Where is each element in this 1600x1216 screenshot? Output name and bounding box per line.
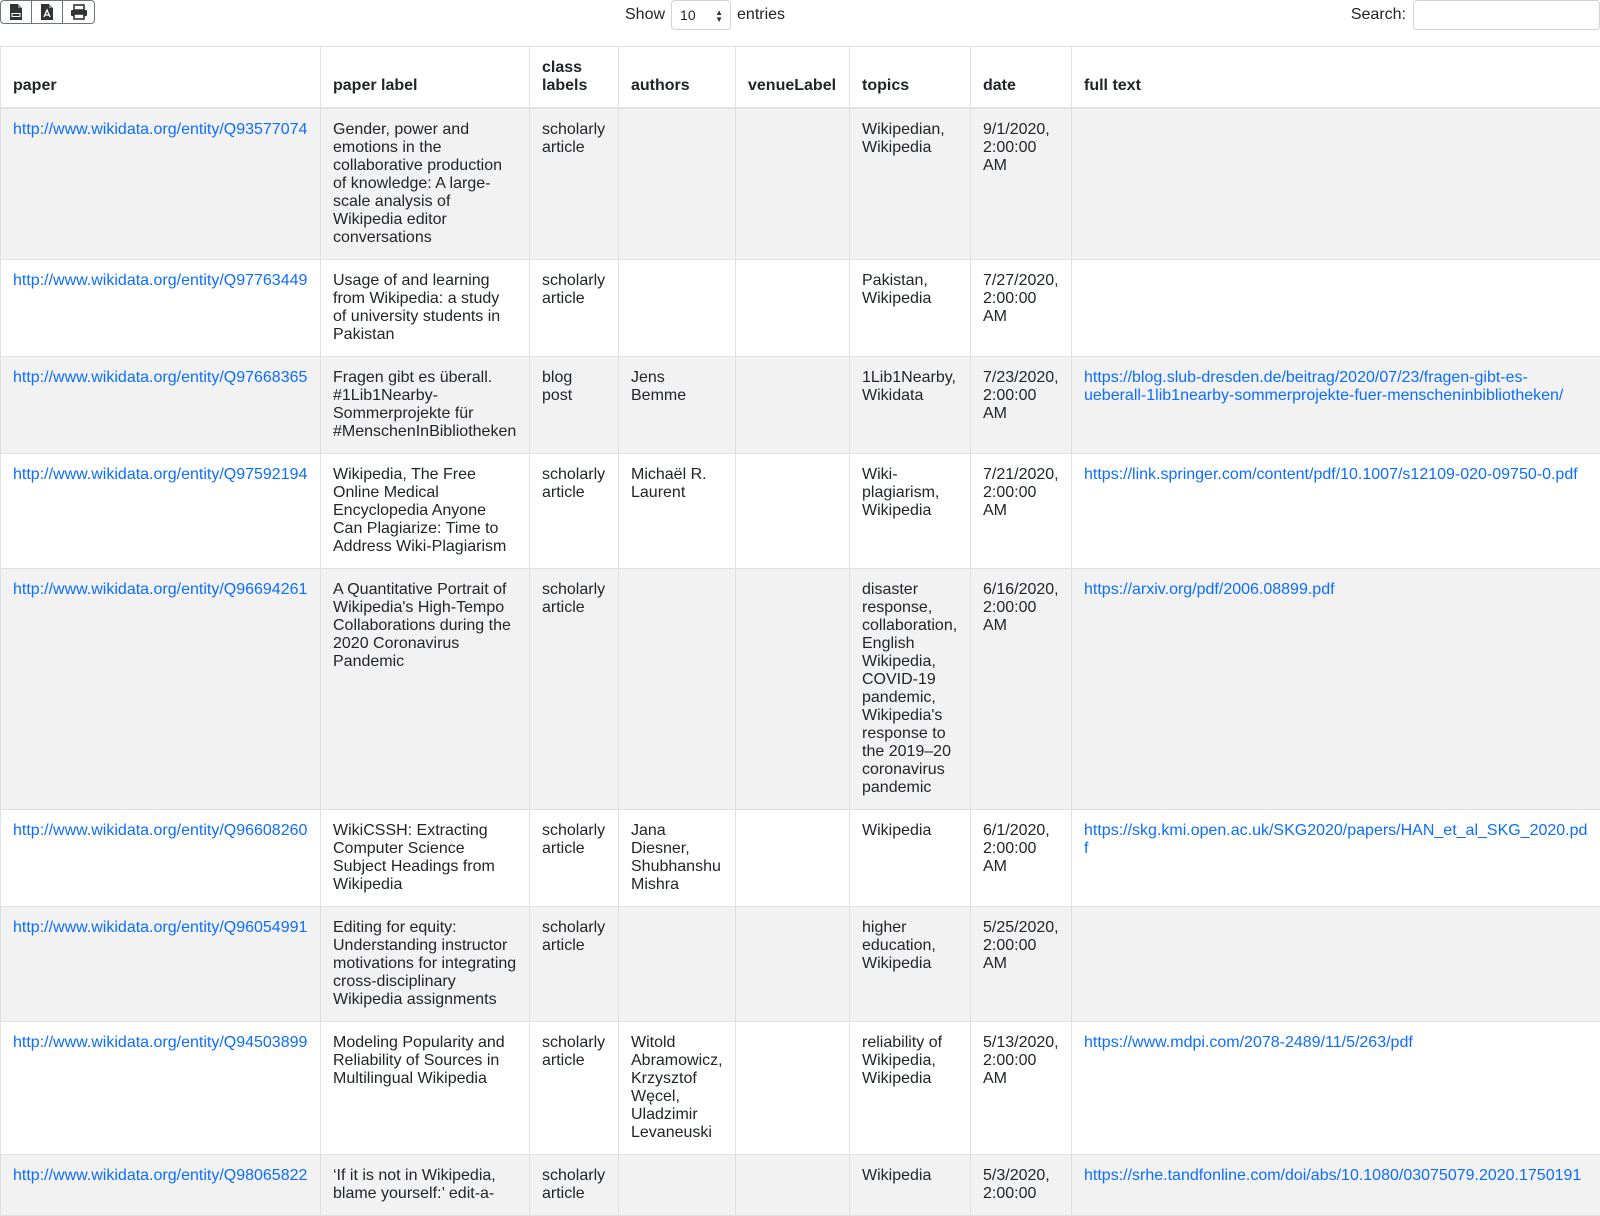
date-cell: 5/3/2020, 2:00:00 (971, 1155, 1072, 1216)
topics-cell: higher education, Wikipedia (850, 907, 971, 1022)
authors-cell (619, 907, 736, 1022)
topics-cell: 1Lib1Nearby, Wikidata (850, 357, 971, 454)
paper-label-cell: A Quantitative Portrait of Wikipedia's High-Tempo Collaborations during the 2020 Coronavirus Pandemic (321, 569, 530, 810)
printer-icon (70, 4, 88, 20)
paper-label-cell: Wikipedia, The Free Online Medical Encyclopedia Anyone Can Plagiarize: Time to Address Wiki-Plagiarism (321, 454, 530, 569)
venue-cell (736, 1022, 850, 1155)
paper-cell (1, 108, 321, 260)
paper-link[interactable]: http://www.wikidata.org/entity/Q96694261 (13, 581, 307, 598)
full-text-cell (1072, 108, 1600, 260)
export-button-group (0, 0, 95, 24)
paper-link[interactable]: http://www.wikidata.org/entity/Q96054991 (13, 919, 307, 936)
results-table-container (0, 46, 1600, 1216)
venue-cell (736, 810, 850, 907)
paper-cell (1, 357, 321, 454)
paper-label-cell: Editing for equity: Understanding instructor motivations for integrating cross-disciplinary Wikipedia assignments (321, 907, 530, 1022)
paper-cell (1, 1022, 321, 1155)
paper-label-cell: WikiCSSH: Extracting Computer Science Subject Headings from Wikipedia (321, 810, 530, 907)
full-text-link[interactable]: https://srhe.tandfonline.com/doi/abs/10.1080/03075079.2020.1750191 (1084, 1167, 1581, 1184)
authors-cell (619, 108, 736, 260)
pdf-file-icon (40, 4, 54, 20)
table-header-row (1, 47, 1600, 109)
topics-cell: Wikipedia (850, 810, 971, 907)
csv-file-icon (9, 4, 23, 20)
column-header-authors[interactable]: authors (619, 47, 736, 109)
paper-label-cell: Modeling Popularity and Reliability of Sources in Multilingual Wikipedia (321, 1022, 530, 1155)
pdf-export-button[interactable] (32, 1, 63, 23)
csv-export-button[interactable] (1, 1, 32, 23)
date-cell: 7/23/2020, 2:00:00 AM (971, 357, 1072, 454)
class-labels-cell: scholarly article (530, 454, 619, 569)
full-text-cell (1072, 569, 1600, 810)
venue-cell (736, 108, 850, 260)
paper-label-cell: Fragen gibt es überall. #1Lib1Nearby-Sommerprojekte für #MenschenInBibliotheken (321, 357, 530, 454)
class-labels-cell: scholarly article (530, 907, 619, 1022)
paper-cell (1, 454, 321, 569)
authors-cell (619, 569, 736, 810)
table-row (1, 1022, 1600, 1155)
search-input[interactable] (1413, 0, 1600, 30)
entries-label: entries (737, 6, 785, 24)
date-cell: 7/21/2020, 2:00:00 AM (971, 454, 1072, 569)
entries-per-page-select[interactable] (671, 0, 731, 30)
class-labels-cell: scholarly article (530, 108, 619, 260)
topics-cell: Wikipedian, Wikipedia (850, 108, 971, 260)
column-header-paper[interactable]: paper (1, 47, 321, 109)
authors-cell: Jana Diesner, Shubhanshu Mishra (619, 810, 736, 907)
paper-link[interactable]: http://www.wikidata.org/entity/Q97592194 (13, 466, 307, 483)
class-labels-cell: scholarly article (530, 1155, 619, 1216)
column-header-venue-label[interactable]: venueLabel (736, 47, 850, 109)
paper-label-cell: Gender, power and emotions in the collaborative production of knowledge: A large-scale analysis of Wikipedia editor conversations (321, 108, 530, 260)
paper-cell (1, 1155, 321, 1216)
column-header-class-labels[interactable]: class labels (530, 47, 619, 109)
select-arrows-icon: ▲ ▼ (715, 9, 723, 23)
full-text-cell (1072, 907, 1600, 1022)
class-labels-cell: scholarly article (530, 810, 619, 907)
table-row (1, 454, 1600, 569)
table-search (1351, 0, 1600, 30)
table-row (1, 260, 1600, 357)
paper-cell (1, 569, 321, 810)
venue-cell (736, 907, 850, 1022)
results-table (0, 46, 1600, 1216)
page-length-control (625, 0, 785, 30)
column-header-date[interactable]: date (971, 47, 1072, 109)
paper-link[interactable]: http://www.wikidata.org/entity/Q96608260 (13, 822, 307, 839)
date-cell: 6/1/2020, 2:00:00 AM (971, 810, 1072, 907)
full-text-cell (1072, 454, 1600, 569)
table-row (1, 569, 1600, 810)
paper-cell (1, 907, 321, 1022)
print-button[interactable] (63, 1, 94, 23)
authors-cell: Witold Abramowicz, Krzysztof Węcel, Uladzimir Levaneuski (619, 1022, 736, 1155)
date-cell: 9/1/2020, 2:00:00 AM (971, 108, 1072, 260)
paper-link[interactable]: http://www.wikidata.org/entity/Q93577074 (13, 121, 307, 138)
table-row (1, 1155, 1600, 1216)
full-text-cell (1072, 260, 1600, 357)
authors-cell: Michaël R. Laurent (619, 454, 736, 569)
venue-cell (736, 260, 850, 357)
table-row (1, 810, 1600, 907)
class-labels-cell: scholarly article (530, 260, 619, 357)
venue-cell (736, 454, 850, 569)
full-text-link[interactable]: https://www.mdpi.com/2078-2489/11/5/263/pdf (1084, 1034, 1413, 1051)
column-header-paper-label[interactable]: paper label (321, 47, 530, 109)
venue-cell (736, 1155, 850, 1216)
class-labels-cell: scholarly article (530, 1022, 619, 1155)
column-header-topics[interactable]: topics (850, 47, 971, 109)
paper-link[interactable]: http://www.wikidata.org/entity/Q97668365 (13, 369, 307, 386)
venue-cell (736, 357, 850, 454)
topics-cell: reliability of Wikipedia, Wikipedia (850, 1022, 971, 1155)
topics-cell: disaster response, collaboration, English Wikipedia, COVID-19 pandemic, Wikipedia's response to the 2019–20 coronavirus pandemic (850, 569, 971, 810)
date-cell: 7/27/2020, 2:00:00 AM (971, 260, 1072, 357)
full-text-link[interactable]: https://blog.slub-dresden.de/beitrag/2020/07/23/fragen-gibt-es-ueberall-1lib1nearby-sommerprojekte-fuer-menscheninbibliotheken/ (1084, 369, 1563, 404)
search-label: Search: (1351, 6, 1406, 24)
full-text-link[interactable]: https://link.springer.com/content/pdf/10.1007/s12109-020-09750-0.pdf (1084, 466, 1578, 483)
full-text-link[interactable]: https://arxiv.org/pdf/2006.08899.pdf (1084, 581, 1335, 598)
date-cell: 6/16/2020, 2:00:00 AM (971, 569, 1072, 810)
full-text-cell (1072, 357, 1600, 454)
date-cell: 5/13/2020, 2:00:00 AM (971, 1022, 1072, 1155)
full-text-link[interactable]: https://skg.kmi.open.ac.uk/SKG2020/papers/HAN_et_al_SKG_2020.pdf (1084, 822, 1587, 857)
table-row (1, 108, 1600, 260)
table-row (1, 907, 1600, 1022)
full-text-cell (1072, 1155, 1600, 1216)
show-label: Show (625, 6, 665, 24)
column-header-full-text[interactable]: full text (1072, 47, 1600, 109)
full-text-cell (1072, 1022, 1600, 1155)
table-row (1, 357, 1600, 454)
authors-cell (619, 1155, 736, 1216)
topics-cell: Wiki-plagiarism, Wikipedia (850, 454, 971, 569)
paper-link[interactable]: http://www.wikidata.org/entity/Q98065822 (13, 1167, 307, 1184)
full-text-cell (1072, 810, 1600, 907)
venue-cell (736, 569, 850, 810)
paper-cell (1, 260, 321, 357)
topics-cell: Pakistan, Wikipedia (850, 260, 971, 357)
class-labels-cell: blog post (530, 357, 619, 454)
paper-label-cell: Usage of and learning from Wikipedia: a study of university students in Pakistan (321, 260, 530, 357)
class-labels-cell: scholarly article (530, 569, 619, 810)
paper-link[interactable]: http://www.wikidata.org/entity/Q97763449 (13, 272, 307, 289)
paper-link[interactable]: http://www.wikidata.org/entity/Q94503899 (13, 1034, 307, 1051)
paper-cell (1, 810, 321, 907)
topics-cell: Wikipedia (850, 1155, 971, 1216)
paper-label-cell: ‘If it is not in Wikipedia, blame yourself:’ edit-a- (321, 1155, 530, 1216)
entries-per-page-value: 10 (680, 7, 696, 23)
authors-cell: Jens Bemme (619, 357, 736, 454)
date-cell: 5/25/2020, 2:00:00 AM (971, 907, 1072, 1022)
authors-cell (619, 260, 736, 357)
